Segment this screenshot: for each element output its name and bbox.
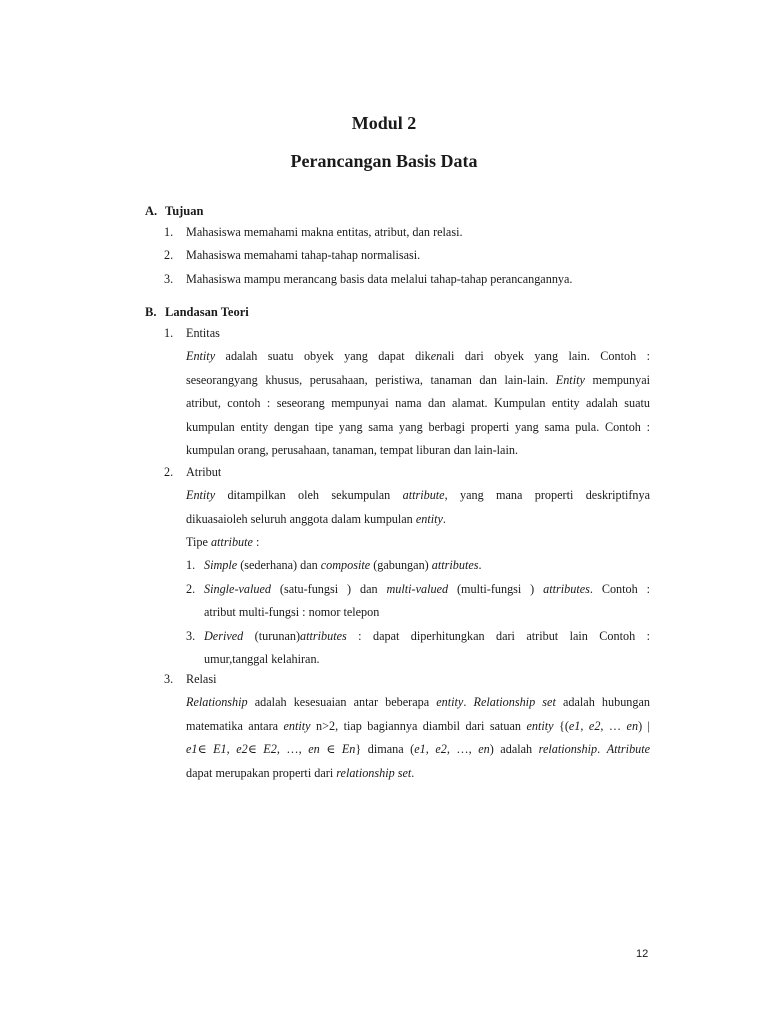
section-letter: B. bbox=[145, 305, 157, 319]
subsection-relasi bbox=[164, 672, 216, 687]
paragraph-line: seseorangyang khusus, perusahaan, peristiwa, tanaman dan lain-lain. Entity mempunyai bbox=[186, 372, 650, 387]
item-number: 3. bbox=[186, 628, 196, 643]
item-number: 1. bbox=[164, 225, 174, 239]
item-text: Relasi bbox=[186, 672, 217, 686]
item-continuation: umur,tanggal kelahiran. bbox=[204, 652, 320, 666]
attribute-types-label: Tipe attribute : bbox=[186, 535, 260, 549]
list-item bbox=[186, 554, 650, 578]
item-number: 1. bbox=[164, 326, 174, 340]
subsection-entitas bbox=[164, 326, 220, 341]
item-number: 3. bbox=[164, 672, 174, 686]
item-number: 2. bbox=[164, 248, 174, 262]
section-b-heading bbox=[145, 305, 249, 320]
paragraph-line: Entity ditampilkan oleh sekumpulan attribute, yang mana properti deskriptifnya bbox=[186, 488, 650, 502]
paragraph-line: e1∈ E1, e2∈ E2, …, en ∈ En} dimana (e1, e2, …, en) adalah relationship. Attribute bbox=[186, 742, 651, 756]
paragraph-line: kumpulan orang, perusahaan, tanaman, tempat liburan dan lain-lain. bbox=[186, 443, 518, 457]
paragraph-line: atribut, contoh : seseorang mempunyai nama dan alamat. Kumpulan entity adalah suatu bbox=[186, 396, 650, 410]
item-text: Atribut bbox=[186, 465, 222, 479]
list-item bbox=[164, 272, 572, 287]
entitas-paragraph bbox=[186, 345, 650, 463]
section-title: Landasan Teori bbox=[165, 305, 249, 319]
list-item bbox=[186, 625, 650, 649]
item-number: 1. bbox=[186, 558, 196, 572]
section-letter: A. bbox=[145, 204, 158, 218]
item-continuation: atribut multi-fungsi : nomor telepon bbox=[204, 605, 380, 619]
item-number: 2. bbox=[186, 581, 196, 596]
item-number: 2. bbox=[164, 465, 174, 479]
paragraph-line: Relationship adalah kesesuaian antar beberapa entity. Relationship set adalah hubungan bbox=[186, 695, 650, 709]
item-text: Simple (sederhana) dan composite (gabungan) attributes. bbox=[204, 558, 482, 572]
section-a-heading bbox=[145, 204, 203, 219]
list-item bbox=[164, 225, 463, 240]
atribut-paragraph bbox=[186, 484, 650, 555]
module-title: Modul 2 bbox=[351, 113, 417, 133]
relasi-paragraph bbox=[186, 691, 650, 785]
subsection-atribut bbox=[164, 465, 221, 480]
item-text: Mahasiswa memahami tahap-tahap normalisasi. bbox=[186, 248, 421, 262]
paragraph-line: Entity adalah suatu obyek yang dapat dikenali dari obyek yang lain. Contoh : bbox=[186, 349, 651, 363]
paragraph-line: dapat merupakan properti dari relationship set. bbox=[186, 765, 415, 780]
paragraph-line: matematika antara entity n>2, tiap bagiannya diambil dari satuan entity {(e1, e2, … en) | bbox=[186, 718, 651, 733]
section-title: Tujuan bbox=[165, 204, 204, 218]
list-item bbox=[186, 578, 650, 602]
page-number: 12 bbox=[636, 948, 649, 960]
list-item bbox=[164, 248, 420, 263]
item-text: Derived (turunan)attributes : dapat diperhitungkan dari atribut lain Contoh : bbox=[204, 628, 650, 643]
item-text: Single-valued (satu-fungsi ) dan multi-valued (multi-fungsi ) attributes. Contoh : bbox=[204, 581, 650, 596]
attribute-types-list bbox=[186, 554, 650, 672]
paragraph-line: kumpulan entity dengan tipe yang sama yang berbagi properti yang sama pula. Contoh : bbox=[186, 419, 650, 434]
item-number: 3. bbox=[164, 272, 174, 286]
module-subtitle: Perancangan Basis Data bbox=[290, 151, 478, 171]
paragraph-line: dikuasaioleh seluruh anggota dalam kumpulan entity. bbox=[186, 511, 446, 526]
item-text: Mahasiswa memahami makna entitas, atribut, dan relasi. bbox=[186, 225, 463, 239]
item-text: Mahasiswa mampu merancang basis data melalui tahap-tahap perancangannya. bbox=[186, 272, 573, 286]
item-text: Entitas bbox=[186, 326, 220, 340]
